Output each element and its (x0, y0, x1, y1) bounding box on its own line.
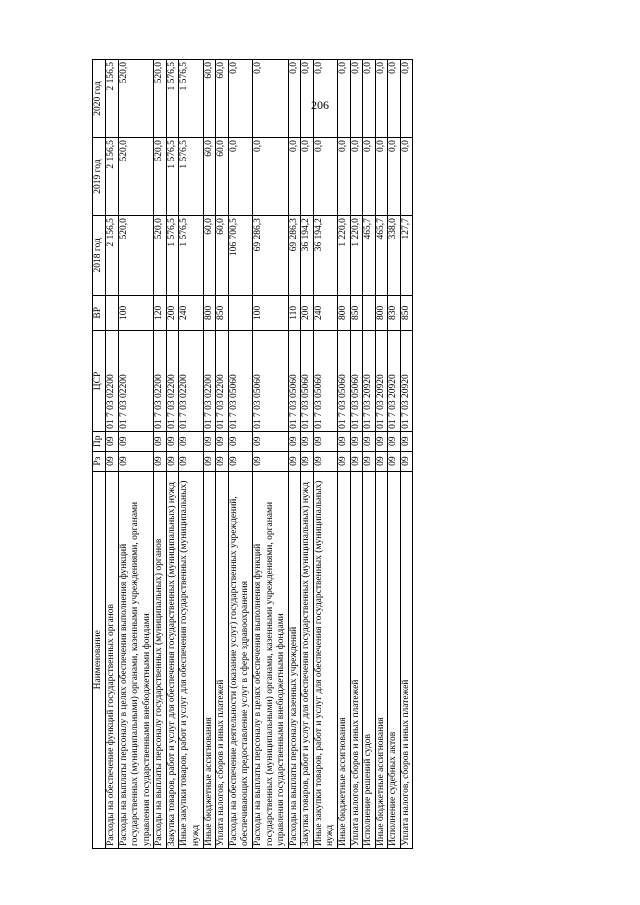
cell-2020: 0,0 (337, 60, 350, 138)
cell-csr: 01 7 03 02200 (216, 331, 229, 432)
cell-2020: 60,0 (216, 60, 229, 138)
cell-2020: 2 156,5 (106, 60, 119, 138)
cell-pr: 09 (400, 431, 413, 451)
cell-2019: 60,0 (216, 138, 229, 216)
cell-pr: 09 (179, 431, 203, 451)
cell-2019: 1 576,5 (166, 138, 179, 216)
table-row (106, 60, 119, 849)
page-number: 206 (311, 98, 329, 112)
cell-2020: 0,0 (301, 60, 314, 138)
cell-2019: 0,0 (375, 138, 388, 216)
table-row (388, 60, 401, 849)
cell-csr: 01 7 03 05060 (228, 331, 252, 432)
cell-pr: 09 (166, 431, 179, 451)
cell-rz: 09 (301, 451, 314, 471)
cell-2020: 1 576,5 (179, 60, 203, 138)
header-2019: 2019 год (93, 138, 106, 216)
cell-pr: 09 (313, 431, 337, 451)
header-pr: Пр (93, 431, 106, 451)
cell-name: Исполнение решений судов (363, 471, 376, 848)
cell-2019: 0,0 (313, 138, 337, 216)
cell-vr: 200 (301, 295, 314, 330)
table-row (179, 60, 203, 849)
cell-2018: 465,7 (375, 216, 388, 295)
cell-pr: 09 (375, 431, 388, 451)
cell-rz: 09 (166, 451, 179, 471)
cell-pr: 09 (363, 431, 376, 451)
cell-vr (363, 295, 376, 330)
cell-pr: 09 (203, 431, 216, 451)
cell-name: Исполнение судебных актов (388, 471, 401, 848)
cell-csr: 01 7 03 05060 (252, 331, 288, 432)
cell-2020: 520,0 (154, 60, 167, 138)
cell-name: Расходы на выплаты персоналу в целях обеспечения выполнения функций государственных (муниципальными) органами, казенными учреждениями, органами управления государственными внебюджетными фондами (118, 471, 154, 848)
table-row (350, 60, 363, 849)
cell-name: Иные закупки товаров, работ и услуг для обеспечения государственных (муниципальных) нужд (313, 471, 337, 848)
table-row (216, 60, 229, 849)
table-body (106, 60, 413, 849)
cell-csr: 01 7 03 05060 (288, 331, 301, 432)
cell-2020: 0,0 (363, 60, 376, 138)
cell-2019: 0,0 (288, 138, 301, 216)
cell-pr: 09 (350, 431, 363, 451)
cell-name: Уплата налогов, сборов и иных платежей (216, 471, 229, 848)
cell-name: Иные закупки товаров, работ и услуг для обеспечения государственных (муниципальных) нужд (179, 471, 203, 848)
cell-rz: 09 (154, 451, 167, 471)
cell-2018: 106 700,5 (228, 216, 252, 295)
cell-2018: 1 576,5 (179, 216, 203, 295)
cell-csr: 01 7 03 05060 (337, 331, 350, 432)
cell-2019: 0,0 (228, 138, 252, 216)
cell-csr: 01 7 03 20920 (363, 331, 376, 432)
cell-2019: 2 156,5 (106, 138, 119, 216)
cell-2020: 0,0 (313, 60, 337, 138)
header-csr: ЦСР (93, 331, 106, 432)
cell-2020: 60,0 (203, 60, 216, 138)
cell-name: Расходы на обеспечение функций государственных органов (106, 471, 119, 848)
table-row (313, 60, 337, 849)
cell-csr: 01 7 03 02200 (118, 331, 154, 432)
cell-rz: 09 (252, 451, 288, 471)
cell-rz: 09 (179, 451, 203, 471)
cell-csr: 01 7 03 02200 (179, 331, 203, 432)
cell-2018: 69 286,3 (288, 216, 301, 295)
cell-name: Уплата налогов, сборов и иных платежей (400, 471, 413, 848)
cell-2018: 60,0 (216, 216, 229, 295)
cell-rz: 09 (216, 451, 229, 471)
cell-rz: 09 (400, 451, 413, 471)
cell-vr: 120 (154, 295, 167, 330)
table-row (288, 60, 301, 849)
cell-2019: 0,0 (350, 138, 363, 216)
cell-name: Закупка товаров, работ и услуг для обеспечения государственных (муниципальных) нужд (166, 471, 179, 848)
cell-rz: 09 (350, 451, 363, 471)
cell-pr: 09 (216, 431, 229, 451)
cell-2020: 520,0 (118, 60, 154, 138)
cell-2019: 0,0 (337, 138, 350, 216)
cell-rz: 09 (118, 451, 154, 471)
cell-rz: 09 (363, 451, 376, 471)
cell-csr: 01 7 03 05060 (313, 331, 337, 432)
table-row (203, 60, 216, 849)
header-2018: 2018 год (93, 216, 106, 295)
cell-2019: 60,0 (203, 138, 216, 216)
cell-rz: 09 (313, 451, 337, 471)
cell-2019: 0,0 (388, 138, 401, 216)
cell-vr: 100 (118, 295, 154, 330)
cell-2019: 0,0 (400, 138, 413, 216)
cell-name: Иные бюджетные ассигнования (203, 471, 216, 848)
table-row (301, 60, 314, 849)
cell-2019: 0,0 (301, 138, 314, 216)
cell-vr (228, 295, 252, 330)
cell-2018: 127,7 (400, 216, 413, 295)
cell-csr: 01 7 03 20920 (388, 331, 401, 432)
cell-2020: 0,0 (388, 60, 401, 138)
cell-2020: 0,0 (228, 60, 252, 138)
cell-pr: 09 (154, 431, 167, 451)
table-header (93, 60, 106, 849)
cell-vr: 200 (166, 295, 179, 330)
cell-2018: 338,0 (388, 216, 401, 295)
cell-2018: 1 576,5 (166, 216, 179, 295)
cell-csr: 01 7 03 20920 (400, 331, 413, 432)
table-row (337, 60, 350, 849)
cell-csr: 01 7 03 05060 (301, 331, 314, 432)
header-row (93, 60, 106, 849)
cell-csr: 01 7 03 02200 (203, 331, 216, 432)
cell-name: Уплата налогов, сборов и иных платежей (350, 471, 363, 848)
cell-name: Расходы на выплаты персоналу казенных учреждений (288, 471, 301, 848)
header-name: Наименование (93, 471, 106, 848)
header-vr: ВР (93, 295, 106, 330)
cell-2019: 1 576,5 (179, 138, 203, 216)
cell-2018: 520,0 (154, 216, 167, 295)
cell-vr: 850 (350, 295, 363, 330)
cell-name: Расходы на выплаты персоналу государственных (муниципальных) органов (154, 471, 167, 848)
cell-vr: 800 (203, 295, 216, 330)
cell-name: Расходы на выплаты персоналу в целях обеспечения выполнения функций государственных (муниципальными) органами, казенными учреждениями, органами управления государственными внебюджетными фондами (252, 471, 288, 848)
cell-2019: 520,0 (154, 138, 167, 216)
cell-pr: 09 (252, 431, 288, 451)
cell-pr: 09 (228, 431, 252, 451)
cell-vr: 850 (216, 295, 229, 330)
cell-pr: 09 (301, 431, 314, 451)
cell-rz: 09 (288, 451, 301, 471)
cell-2018: 1 220,0 (350, 216, 363, 295)
table-row (118, 60, 154, 849)
cell-csr: 01 7 03 02200 (154, 331, 167, 432)
cell-pr: 09 (288, 431, 301, 451)
header-rz: Рз (93, 451, 106, 471)
cell-vr: 110 (288, 295, 301, 330)
cell-2018: 465,7 (363, 216, 376, 295)
cell-pr: 09 (106, 431, 119, 451)
cell-vr (106, 295, 119, 330)
cell-vr: 850 (400, 295, 413, 330)
budget-table (92, 59, 413, 849)
table-row (166, 60, 179, 849)
cell-rz: 09 (106, 451, 119, 471)
cell-vr: 240 (179, 295, 203, 330)
cell-csr: 01 7 03 02200 (106, 331, 119, 432)
cell-vr: 800 (337, 295, 350, 330)
table-row (228, 60, 252, 849)
cell-rz: 09 (337, 451, 350, 471)
cell-2019: 0,0 (252, 138, 288, 216)
table-row (363, 60, 376, 849)
cell-pr: 09 (118, 431, 154, 451)
table-row (375, 60, 388, 849)
cell-2018: 36 194,2 (301, 216, 314, 295)
cell-vr: 100 (252, 295, 288, 330)
cell-2020: 1 576,5 (166, 60, 179, 138)
table-row (252, 60, 288, 849)
cell-2018: 1 220,0 (337, 216, 350, 295)
cell-csr: 01 7 03 05060 (350, 331, 363, 432)
cell-name: Иные бюджетные ассигнования (337, 471, 350, 848)
cell-2020: 0,0 (288, 60, 301, 138)
cell-rz: 09 (375, 451, 388, 471)
cell-2018: 2 156,5 (106, 216, 119, 295)
cell-rz: 09 (203, 451, 216, 471)
cell-2020: 0,0 (252, 60, 288, 138)
cell-vr: 830 (388, 295, 401, 330)
cell-name: Расходы на обеспечение деятельности (оказание услуг) государственных учреждений, обеспечивающих предоставление услуг в сфере здравоохранения (228, 471, 252, 848)
cell-rz: 09 (228, 451, 252, 471)
cell-2018: 36 194,2 (313, 216, 337, 295)
table-row (400, 60, 413, 849)
cell-2018: 60,0 (203, 216, 216, 295)
cell-csr: 01 7 03 20920 (375, 331, 388, 432)
cell-2018: 520,0 (118, 216, 154, 295)
cell-pr: 09 (388, 431, 401, 451)
cell-vr: 240 (313, 295, 337, 330)
cell-name: Иные бюджетные ассигнования (375, 471, 388, 848)
cell-2020: 0,0 (375, 60, 388, 138)
cell-name: Закупка товаров, работ и услуг для обеспечения государственных (муниципальных) нужд (301, 471, 314, 848)
cell-pr: 09 (337, 431, 350, 451)
cell-vr: 800 (375, 295, 388, 330)
cell-csr: 01 7 03 02200 (166, 331, 179, 432)
table-row (154, 60, 167, 849)
cell-rz: 09 (388, 451, 401, 471)
budget-table-container (92, 59, 558, 849)
cell-2019: 0,0 (363, 138, 376, 216)
cell-2019: 520,0 (118, 138, 154, 216)
header-2020: 2020 год (93, 60, 106, 138)
cell-2020: 0,0 (350, 60, 363, 138)
cell-2020: 0,0 (400, 60, 413, 138)
cell-2018: 69 286,3 (252, 216, 288, 295)
